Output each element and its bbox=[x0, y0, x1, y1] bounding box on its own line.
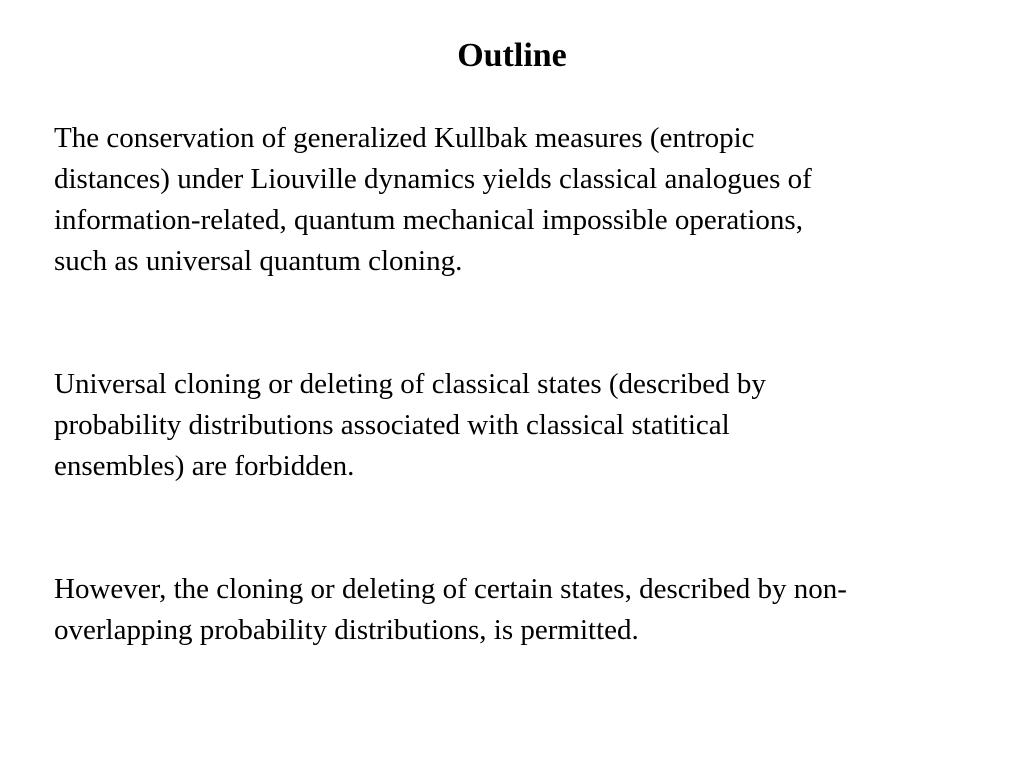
slide-title: Outline bbox=[457, 37, 567, 74]
paragraph-permitted-cloning: However, the cloning or deleting of certain states, described by non- overlapping probability distributions, is permitted. bbox=[54, 573, 847, 646]
paragraph-conservation: The conservation of generalized Kullbak measures (entropic distances) under Liouville dynamics yields classical analogues of information-related, quantum mechanical impossible operations, such as universal quantum cloning. bbox=[54, 122, 812, 277]
paragraph-universal-cloning: Universal cloning or deleting of classical states (described by probability distributions associated with classical statitical ensembles) are forbidden. bbox=[54, 368, 766, 482]
